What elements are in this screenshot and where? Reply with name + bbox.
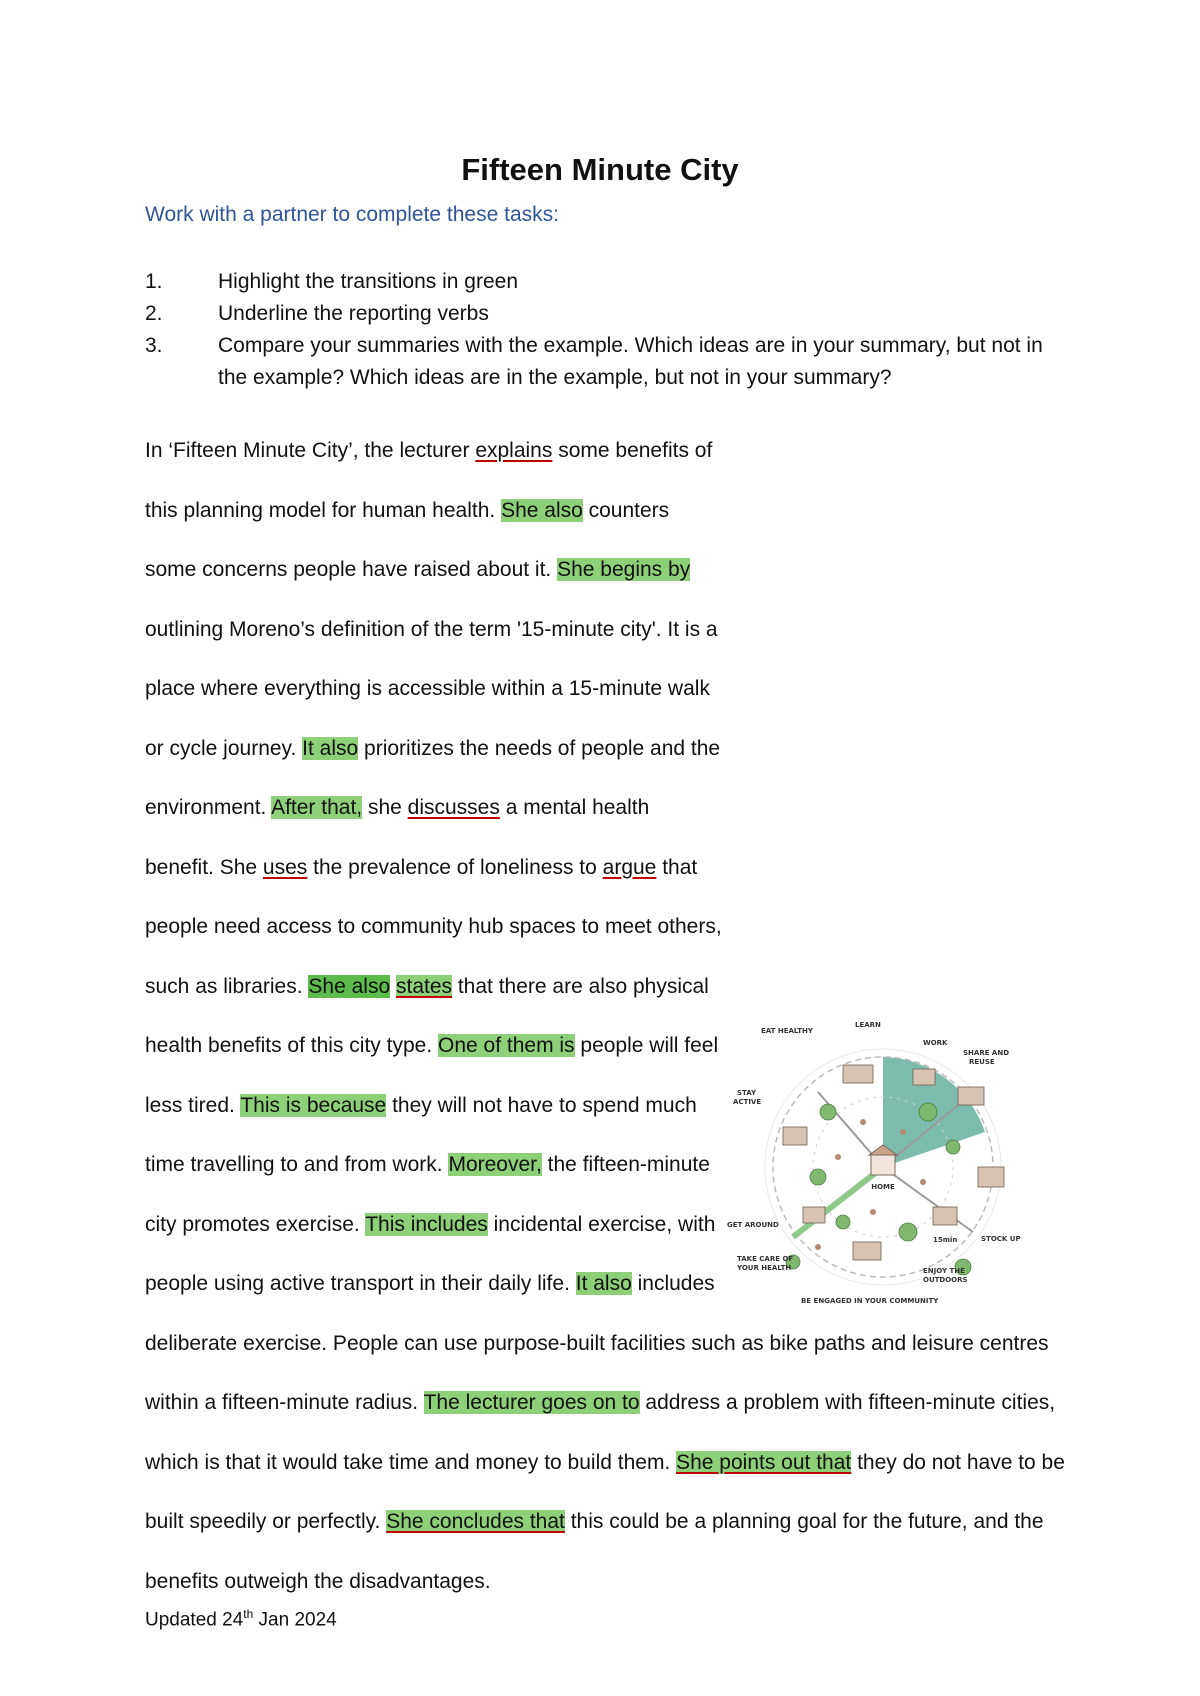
summary-text: counters some concerns people have raised about it. [145, 498, 670, 581]
fifteen-minute-city-illustration [723, 1017, 1045, 1309]
transition-highlight: She points out that [676, 1450, 852, 1474]
reporting-verb: uses [262, 855, 308, 879]
transition-highlight: Moreover, [448, 1153, 542, 1176]
summary-text: prioritizes the needs of people and the environment. [145, 736, 721, 819]
task-number: 2. [145, 302, 163, 325]
reuse-label: REUSE [969, 1058, 995, 1066]
instructions-subtitle: Work with a partner to complete these tasks: [145, 203, 559, 226]
home-label: HOME [871, 1183, 895, 1191]
summary-text: people will feel less tired. [145, 1034, 719, 1117]
summary-text: incidental exercise, with people using active transport in their daily life. [145, 1212, 716, 1295]
work-label: WORK [923, 1039, 948, 1047]
summary-text: In ‘Fifteen Minute City’, the lecturer [145, 439, 476, 462]
stay-active-label-2: ACTIVE [733, 1098, 762, 1106]
stock-up-label: STOCK UP [981, 1235, 1021, 1243]
learn-label: LEARN [855, 1021, 881, 1029]
transition-highlight: This is because [240, 1093, 387, 1117]
take-care-label-1: TAKE CARE OF [737, 1255, 794, 1263]
transition-highlight: She also [308, 974, 391, 998]
city-diagram-image [723, 1017, 1045, 1309]
task-number: 1. [145, 270, 163, 293]
reporting-verb: argue [602, 855, 657, 879]
transition-highlight: She concludes that [386, 1510, 565, 1533]
eat-healthy-label: EAT HEALTHY [761, 1027, 813, 1035]
task-text: Underline the reporting verbs [218, 302, 489, 325]
summary-text: she [362, 796, 408, 819]
summary-text: outlining Moreno’s definition of the term '15-minute city'. It is a place where everything is accessible within a 15-minute walk or cycle journey. [145, 617, 718, 760]
task-text: Highlight the transitions in green [218, 270, 519, 293]
summary-text: that people need access to community hub spaces to meet others, such as libraries. [145, 855, 722, 998]
stay-active-label-1: STAY [737, 1089, 757, 1097]
summary-text: the fifteen-minute city promotes exercise. [145, 1153, 710, 1236]
summary-text: this could be a planning goal for the future, and the benefits outweigh the disadvantages. [145, 1510, 1044, 1593]
transition-highlight: She begins by [557, 558, 691, 581]
transition-highlight: This includes [365, 1212, 488, 1236]
summary-text: some benefits of this planning model for human health. [145, 439, 713, 522]
summary-text: they will not have to spend much time travelling to and from work. [145, 1093, 697, 1176]
task-number: 3. [145, 334, 163, 357]
task-item [145, 298, 1045, 330]
footer-date-rest: Jan 2024 [253, 1609, 337, 1631]
summary-text: the prevalence of loneliness to [307, 855, 603, 879]
page-title: Fifteen Minute City [461, 152, 739, 187]
footer-date-suffix: th [243, 1607, 254, 1621]
task-text: Compare your summaries with the example. Which ideas are in your summary, but not in the example? Which ideas are in the example, but not in your summary? [218, 334, 1043, 389]
reporting-verb: explains [475, 439, 553, 462]
reporting-verb: states [395, 974, 453, 998]
get-around-label: GET AROUND [727, 1221, 779, 1229]
summary-text: they do not have to be built speedily or perfectly. [145, 1450, 1065, 1533]
transition-highlight: The lecturer goes on to [423, 1391, 640, 1414]
update-footer [145, 1607, 337, 1631]
take-care-label-2: YOUR HEALTH [737, 1264, 792, 1272]
summary-text: a mental health benefit. She [145, 796, 650, 879]
be-engaged-label: BE ENGAGED IN YOUR COMMUNITY [801, 1297, 939, 1305]
time-label: 15min [933, 1236, 958, 1244]
task-item [145, 330, 1045, 394]
enjoy-outdoors-label-1: ENJOY THE [923, 1267, 965, 1275]
summary-text: that there are also physical health benefits of this city type. [145, 974, 709, 1057]
transition-highlight: It also [575, 1272, 632, 1295]
summary-text: address a problem with fifteen-minute cities, which is that it would take time and money to build them. [145, 1391, 1056, 1474]
task-list [145, 266, 1045, 394]
transition-highlight: One of them is [438, 1034, 575, 1057]
task-item [145, 266, 1045, 298]
footer-date-prefix: Updated 24 [145, 1609, 244, 1631]
transition-highlight: She also [501, 498, 583, 522]
enjoy-outdoors-label-2: OUTDOORS [923, 1276, 968, 1284]
transition-highlight: After that, [271, 796, 363, 819]
transition-highlight: It also [302, 736, 359, 760]
example-summary [145, 421, 1065, 1611]
summary-text: includes deliberate exercise. People can use purpose-built facilities such as bike paths and leisure centres within a fifteen-minute radius. [145, 1272, 1049, 1414]
reporting-verb: discusses [407, 796, 500, 819]
share-label: SHARE AND [963, 1049, 1010, 1057]
